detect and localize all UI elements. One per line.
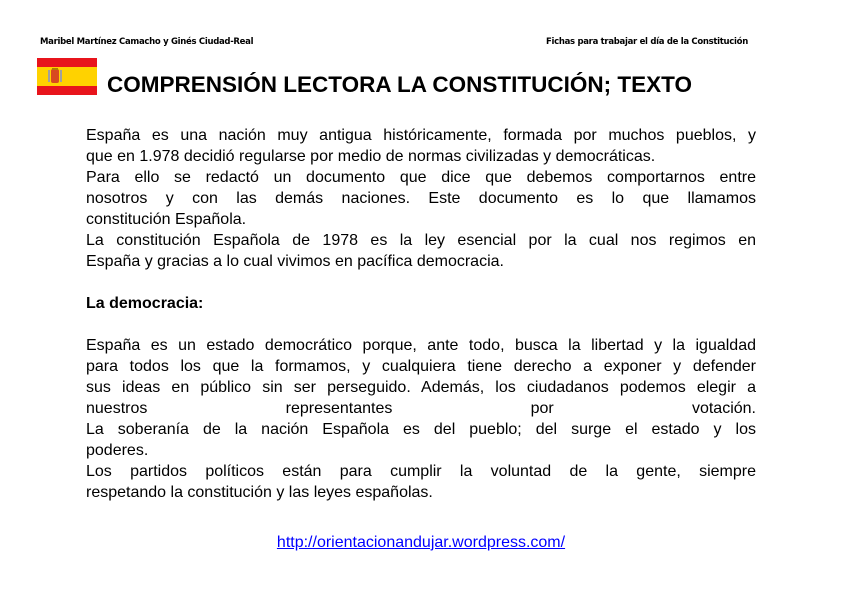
- intro-paragraph: [86, 125, 756, 272]
- text-line: sus ideas en público sin ser perseguido. Además, los ciudadanos podemos elegir a: [86, 379, 756, 396]
- text-line: nosotros y con las demás naciones. Este documento es lo que llamamos: [86, 190, 756, 207]
- spain-flag-icon: [37, 58, 97, 95]
- text-line: España es una nación muy antigua históricamente, formada por muchos pueblos, y: [86, 127, 756, 144]
- text-line: que en 1.978 decidió regularse por medio de normas civilizadas y democráticas.: [86, 148, 656, 165]
- text-line: España es un estado democrático porque, ante todo, busca la libertad y la igualdad: [86, 337, 756, 354]
- democracy-paragraph: [86, 335, 756, 503]
- page-title: COMPRENSIÓN LECTORA LA CONSTITUCIÓN; TEXTO: [107, 72, 693, 97]
- website-link[interactable]: http://orientacionandujar.wordpress.com/: [276, 534, 566, 551]
- section-heading: La democracia:: [86, 295, 204, 312]
- text-line: Para ello se redactó un documento que dice que debemos comportarnos entre: [86, 169, 756, 186]
- text-line: respetando la constitución y las leyes españolas.: [86, 484, 433, 501]
- text-line: nuestros representantes por votación.: [86, 400, 756, 417]
- text-line: España y gracias a lo cual vivimos en pacífica democracia.: [86, 253, 504, 270]
- text-line: para todos los que la formamos, y cualquiera tiene derecho a exponer y defender: [86, 358, 756, 375]
- header-author: Maribel Martínez Camacho y Ginés Ciudad-Real: [40, 37, 254, 47]
- text-line: Los partidos políticos están para cumplir la voluntad de la gente, siempre: [86, 463, 756, 480]
- text-line: La constitución Española de 1978 es la ley esencial por la cual nos regimos en: [86, 232, 756, 249]
- text-line: La soberanía de la nación Española es del pueblo; del surge el estado y los: [86, 421, 756, 438]
- header-subject: Fichas para trabajar el día de la Constitución: [546, 37, 748, 47]
- document-body: [86, 125, 756, 503]
- text-line: constitución Española.: [86, 211, 247, 228]
- text-line: poderes.: [86, 442, 149, 459]
